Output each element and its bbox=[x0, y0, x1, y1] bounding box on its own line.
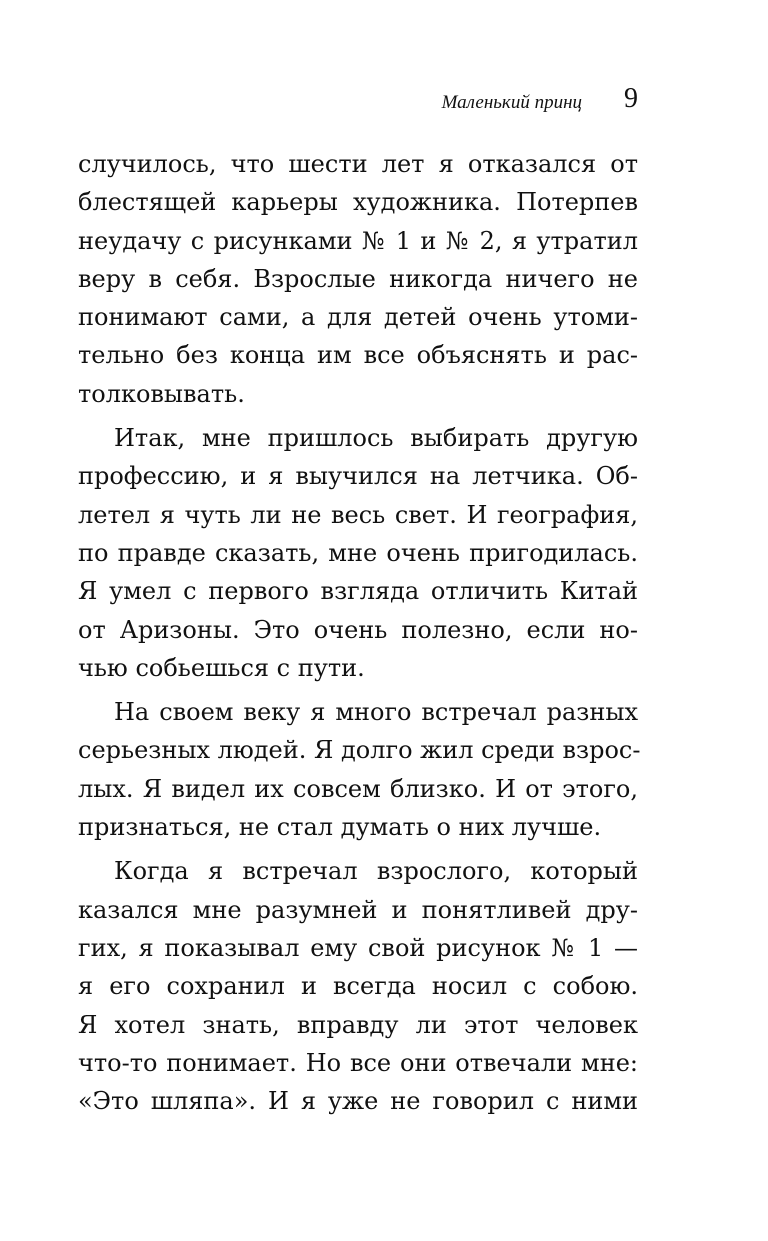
text-line: веру в себя. Взрослые никогда ничего не bbox=[78, 264, 638, 293]
text-line: На своем веку я много встречал разных bbox=[114, 698, 638, 727]
text-line: неудачу с рисунками № 1 и № 2, я утратил bbox=[78, 226, 638, 255]
text-line: летел я чуть ли не весь свет. И география, bbox=[78, 500, 638, 529]
running-header bbox=[78, 84, 638, 120]
text-line: Итак, мне пришлось выбирать другую bbox=[114, 424, 638, 453]
paragraph-4 bbox=[78, 852, 638, 1120]
text-line: гих, я показывал ему свой рисунок № 1 — bbox=[78, 933, 638, 962]
text-line: блестящей карьеры художника. Потерпев bbox=[78, 188, 638, 217]
text-line: казался мне разумней и понятливей дру- bbox=[78, 895, 638, 924]
text-line: что-то понимает. Но все они отвечали мне: bbox=[78, 1048, 638, 1077]
paragraph-3 bbox=[78, 693, 641, 846]
paragraph-2 bbox=[78, 419, 638, 687]
running-title: Маленький принц bbox=[441, 92, 582, 113]
text-line: лых. Я видел их совсем близко. И от этого, bbox=[78, 774, 638, 803]
text-line: по правде сказать, мне очень пригодилась. bbox=[78, 538, 638, 567]
text-line: я его сохранил и всегда носил с собою. bbox=[78, 972, 638, 1001]
paragraph-1 bbox=[78, 145, 638, 413]
text-line: профессию, и я выучился на летчика. Об- bbox=[78, 462, 638, 491]
text-line: признаться, не стал думать о них лучше. bbox=[78, 813, 602, 842]
text-line: Когда я встречал взрослого, который bbox=[114, 857, 638, 886]
text-line: случилось, что шести лет я отказался от bbox=[78, 150, 638, 178]
text-line: «Это шляпа». И я уже не говорил с ними bbox=[78, 1087, 638, 1116]
body-text bbox=[78, 145, 641, 1126]
page-number: 9 bbox=[624, 83, 638, 114]
text-line: чью собьешься с пути. bbox=[78, 653, 365, 682]
text-line: от Аризоны. Это очень полезно, если но- bbox=[78, 615, 638, 644]
text-line: серьезных людей. Я долго жил среди взрос- bbox=[78, 736, 641, 765]
text-line: толковывать. bbox=[78, 379, 245, 408]
text-line: тельно без конца им все объяснять и рас- bbox=[78, 341, 638, 370]
text-line: понимают сами, а для детей очень утоми- bbox=[78, 303, 638, 332]
text-line: Я хотел знать, вправду ли этот человек bbox=[78, 1010, 638, 1039]
text-line: Я умел с первого взгляда отличить Китай bbox=[78, 577, 638, 606]
